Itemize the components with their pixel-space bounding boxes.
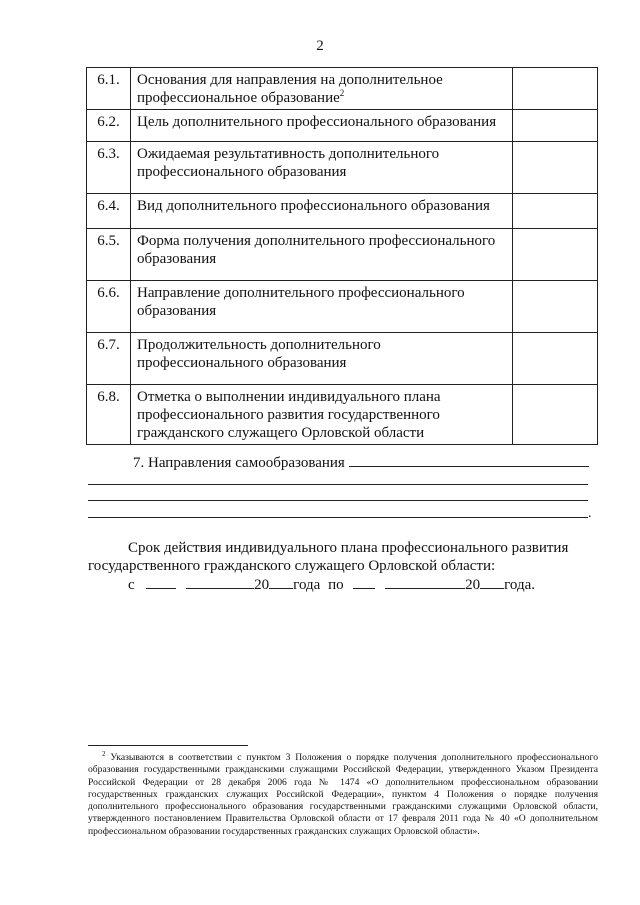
from-day-blank xyxy=(146,574,176,589)
table-row xyxy=(87,229,598,281)
table-row xyxy=(87,385,598,445)
to-year-blank xyxy=(480,574,504,589)
row-number: 6.3. xyxy=(87,142,131,194)
validity-line-2: государственного гражданского служащего Орловской области: xyxy=(88,558,496,574)
trailing-dot: . xyxy=(588,506,592,521)
row-number: 6.2. xyxy=(87,110,131,142)
row-label-cell xyxy=(131,385,513,445)
row-value-cell xyxy=(513,110,598,142)
row-label-cell xyxy=(131,281,513,333)
from-year-word: года xyxy=(293,577,321,593)
row-label: Форма получения дополнительного профессионального образования xyxy=(137,233,496,267)
row-number: 6.5. xyxy=(87,229,131,281)
from-month-blank xyxy=(186,574,254,589)
footnote-mark: 2 xyxy=(102,749,106,758)
to-year-word: года. xyxy=(504,577,535,593)
self-education-label: 7. Направления самообразования xyxy=(133,455,345,471)
row-value-cell xyxy=(513,142,598,194)
row-value-cell xyxy=(513,385,598,445)
from-label: с xyxy=(128,577,135,593)
row-label-cell xyxy=(131,142,513,194)
row-label: Основания для направления на дополнительное профессиональное образование xyxy=(137,72,443,106)
footnote-text: Указываются в соответствии с пунктом 3 Положения о порядке получения дополнительного профессионального образования государственными гражданскими служащими Российской Федерации, утвержденного Указом Президента Российской Федерации от 28 декабря 2006 года № 1474 «О дополнительном профессиональном образовании государственных гражданских служащих Российской Федерации», пунктом 4 Положения о порядке получения дополнительного профессионального образования государственными гражданскими служащими Орловской области, утвержденного постановлением Правительства Орловской области от 17 февраля 2011 года № 40 «О дополнительном профессиональном образовании государственных гражданских служащих Орловской области». xyxy=(88,752,599,837)
row-label: Вид дополнительного профессионального образования xyxy=(137,198,490,214)
table-row xyxy=(87,194,598,229)
row-label-cell xyxy=(131,194,513,229)
row-number: 6.8. xyxy=(87,385,131,445)
to-year-prefix: 20 xyxy=(465,577,481,593)
table-row xyxy=(87,281,598,333)
blank-line-2 xyxy=(88,500,588,501)
to-day-blank xyxy=(353,574,375,589)
footnote-separator xyxy=(88,745,248,746)
row-number: 6.6. xyxy=(87,281,131,333)
row-number: 6.4. xyxy=(87,194,131,229)
from-year-prefix: 20 xyxy=(254,577,270,593)
row-number: 6.1. xyxy=(87,68,131,110)
plan-table xyxy=(86,67,598,445)
row-value-cell xyxy=(513,194,598,229)
row-label: Отметка о выполнении индивидуального плана профессионального развития государственного гражданского служащего Орловской области xyxy=(137,389,441,441)
row-label-cell xyxy=(131,68,513,110)
validity-term-row xyxy=(128,574,535,594)
row-label-cell xyxy=(131,333,513,385)
blank-line-1 xyxy=(88,484,588,485)
row-label: Направление дополнительного профессионального образования xyxy=(137,285,465,319)
page-number: 2 xyxy=(316,38,324,54)
table-row xyxy=(87,68,598,110)
footnote-ref: 2 xyxy=(339,88,345,98)
validity-line-1: Срок действия индивидуального плана профессионального развития xyxy=(128,540,569,556)
from-year-blank xyxy=(269,574,293,589)
row-value-cell xyxy=(513,333,598,385)
row-label-cell xyxy=(131,110,513,142)
row-label-cell xyxy=(131,229,513,281)
row-label: Цель дополнительного профессионального образования xyxy=(137,114,497,130)
row-label: Продолжительность дополнительного профессионального образования xyxy=(137,337,381,371)
table-row xyxy=(87,110,598,142)
row-label: Ожидаемая результативность дополнительного профессионального образования xyxy=(137,146,440,180)
blank-line-3 xyxy=(88,517,588,518)
table-row xyxy=(87,142,598,194)
table-row xyxy=(87,333,598,385)
row-value-cell xyxy=(513,68,598,110)
to-label: по xyxy=(328,577,344,593)
footnote xyxy=(88,749,599,838)
row-number: 6.7. xyxy=(87,333,131,385)
row-value-cell xyxy=(513,281,598,333)
self-education-blank xyxy=(349,452,589,467)
to-month-blank xyxy=(385,574,465,589)
row-value-cell xyxy=(513,229,598,281)
self-education-line xyxy=(133,452,589,472)
